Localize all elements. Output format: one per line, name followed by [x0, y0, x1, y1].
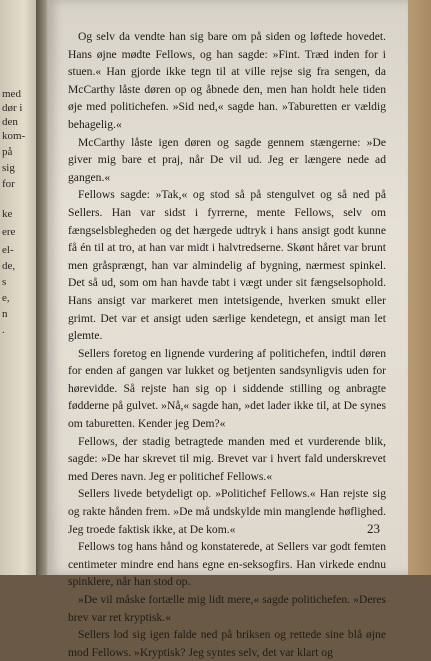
paragraph: Sellers livede betydeligt op. »Politichef Fellows.« Han rejste sig og rakte hånden frem. »De må undskylde min manglende høflighed. Jeg troede faktisk ikke, at De kom.«	[68, 487, 386, 536]
left-page-fragment: el-	[2, 244, 14, 256]
left-page-fragment: dør i	[2, 102, 23, 114]
left-page-fragment: på	[2, 146, 13, 158]
page-number: 23	[367, 521, 380, 536]
left-page-fragment: .	[2, 324, 5, 336]
left-page-fragment: n	[2, 308, 8, 320]
left-page-fragment: de,	[2, 260, 16, 272]
page-text	[68, 28, 386, 661]
left-page-fragment: ke	[2, 208, 13, 220]
left-page-fragment: e,	[2, 292, 10, 304]
left-page-fragment: med	[2, 88, 21, 100]
left-page-edge	[0, 0, 40, 575]
left-page-fragment: for	[2, 178, 15, 190]
left-page-fragment: s	[2, 276, 7, 288]
paragraph: Sellers lod sig igen falde ned på briksen og rettede sine blå øjne mod Fellows. »Kryptisk? Jeg syntes selv, det var klart og	[68, 628, 386, 659]
left-page-fragment: den	[2, 116, 18, 128]
left-page-fragment: kom-	[2, 130, 26, 142]
paragraph: Fellows, der stadig betragtede manden med et vurderende blik, sagde: »De har skrevet til mig. Brevet var i hvert fald underskrevet med Deres navn. Jeg er politichef Fellows.«	[68, 434, 386, 483]
paragraph: Sellers foretog en lignende vurdering af politichefen, indtil døren for enden af gangen var lukket og betjenten sandsynligvis uden for hørevidde. Så rejste han sig op i siddende stilling og anbragte fødderne på gulvet. »Nå,« sagde han, »det lader ikke til, at De synes om taburetten. Kender jeg Dem?«	[68, 346, 386, 431]
book-page	[48, 0, 408, 659]
paragraph: Fellows sagde: »Tak,« og stod så på stengulvet og så ned på Sellers. Han var sidst i fyrrerne, mente Fellows, selv om fængselsblegheden og det hærgede udtryk i hans ansigt godt kunne få én til at tro, at han var midt i halvtredserne. Skønt håret var brunt men gråsprængt, han var almindelig af bygning, nærmest spinkel. Det så ud, som om han havde tabt i vægt under sit fængselsophold. Hans ansigt var markeret men intetsigende, hverken smukt eller grimt. Det var et ansigt uden særlige kendetegn, et ansigt man let glemte.	[68, 188, 386, 343]
paragraph: McCarthy låste igen døren og sagde gennem stængerne: »De giver mig bare et praj, når De vil ud. Jeg er længere nede ad gangen.«	[68, 135, 386, 184]
paragraph: »De vil måske fortælle mig lidt mere,« sagde politichefen. »Deres brev var ret kryptisk.«	[68, 593, 386, 624]
paragraph: Fellows tog hans hånd og konstaterede, at Sellers var godt femten centimeter mindre end hans egne en-seksogfirs. Han virkede endnu spinklere, når han stod op.	[68, 540, 386, 589]
paragraph: Og selv da vendte han sig bare om på siden og løftede hovedet. Hans øjne mødte Fellows, og han sagde: »Fint. Træd inden for i stuen.« Han gjorde ikke tegn til at ville rejse sig fra sengen, da McCarthy låste døren op og åbnede den, men han holdt hele tiden øje med politichefen. »Sid ned,« sagde han. »Taburetten er vældig behagelig.«	[68, 30, 386, 131]
left-page-fragment: ere	[2, 226, 16, 238]
left-page-fragment: sig	[2, 162, 15, 174]
